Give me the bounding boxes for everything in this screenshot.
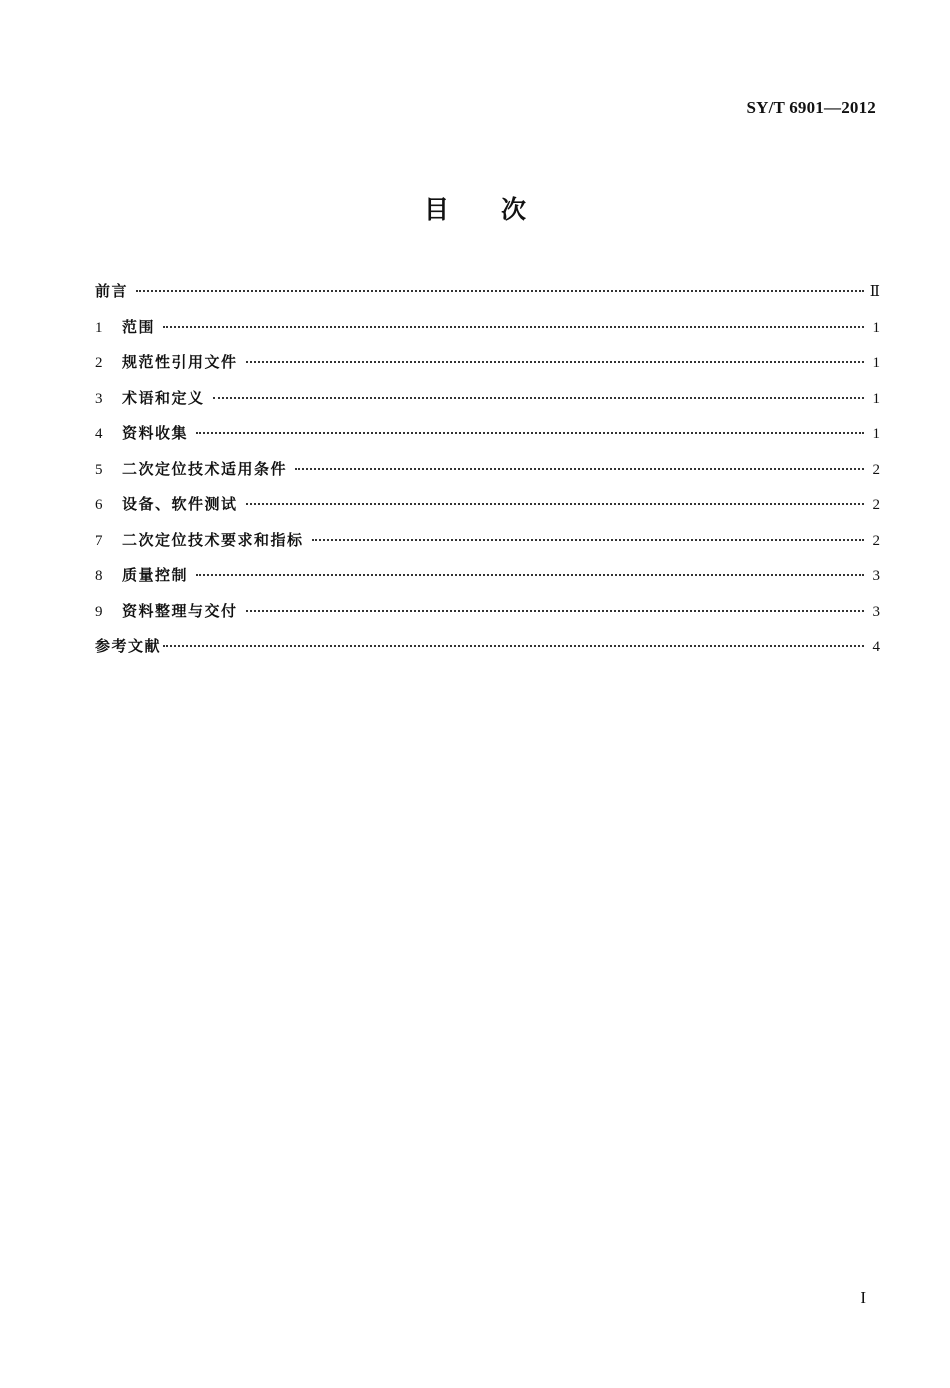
toc-entry-number: 7 <box>95 532 103 549</box>
toc-entry-label: 参考文献 <box>95 637 162 655</box>
toc-entry-page: 1 <box>872 426 880 442</box>
toc-leader-dots <box>136 290 864 292</box>
toc-entry-references[interactable] <box>95 635 880 671</box>
toc-entry-page: 3 <box>872 568 880 584</box>
toc-entry-label: 设备、软件测试 <box>122 495 238 513</box>
toc-entry-number: 9 <box>95 603 103 620</box>
toc-entry-number: 1 <box>95 319 103 336</box>
standard-code: SY/T 6901—2012 <box>746 98 876 117</box>
toc-leader-dots <box>312 539 864 541</box>
toc-entry-3[interactable] <box>95 387 880 423</box>
toc-entry-page: 1 <box>872 355 880 371</box>
toc-entry-label: 质量控制 <box>122 566 189 584</box>
toc-entry-page: 1 <box>872 390 880 407</box>
toc-entry-number: 2 <box>95 355 103 371</box>
toc-leader-dots <box>246 361 864 363</box>
toc-entry-label: 资料整理与交付 <box>122 601 238 620</box>
page-number: I <box>860 1288 866 1307</box>
toc-leader-dots <box>246 610 864 612</box>
toc-entry-page: Ⅱ <box>869 284 880 300</box>
toc-entry-1[interactable] <box>95 316 880 352</box>
toc-leader-dots <box>163 645 864 647</box>
toc-entry-label: 术语和定义 <box>122 388 205 407</box>
toc-leader-dots <box>246 503 864 505</box>
toc-entry-number: 4 <box>95 426 103 442</box>
toc-entry-page: 2 <box>872 497 880 513</box>
toc-entry-number: 3 <box>95 390 103 407</box>
toc-entry-9[interactable] <box>95 600 880 636</box>
title-part-2: 次 <box>501 195 527 224</box>
toc-entry-page: 2 <box>872 461 880 478</box>
title-part-1: 目 <box>423 195 449 224</box>
toc-entry-number: 6 <box>95 497 103 513</box>
toc-entry-foreword[interactable] <box>95 280 880 316</box>
toc-entry-label: 资料收集 <box>122 424 189 442</box>
table-of-contents <box>95 280 880 671</box>
toc-entry-label: 范围 <box>122 317 156 336</box>
toc-entry-4[interactable] <box>95 422 880 458</box>
toc-entry-label: 二次定位技术适用条件 <box>122 459 288 478</box>
toc-entry-6[interactable] <box>95 493 880 529</box>
toc-entry-label: 二次定位技术要求和指标 <box>122 530 304 549</box>
toc-entry-number: 5 <box>95 461 103 478</box>
toc-entry-8[interactable] <box>95 564 880 600</box>
toc-leader-dots <box>196 432 864 434</box>
toc-entry-2[interactable] <box>95 351 880 387</box>
toc-entry-5[interactable] <box>95 458 880 494</box>
toc-leader-dots <box>196 574 864 576</box>
toc-leader-dots <box>295 468 864 470</box>
toc-leader-dots <box>163 326 864 328</box>
toc-entry-number: 8 <box>95 568 103 584</box>
toc-entry-label: 前言 <box>95 282 129 300</box>
toc-entry-page: 4 <box>872 639 880 655</box>
toc-entry-page: 3 <box>872 603 880 620</box>
toc-entry-page: 2 <box>872 532 880 549</box>
toc-entry-label: 规范性引用文件 <box>122 353 238 371</box>
page-title <box>0 190 950 226</box>
toc-entry-7[interactable] <box>95 529 880 565</box>
toc-entry-page: 1 <box>872 319 880 336</box>
toc-leader-dots <box>213 397 864 399</box>
